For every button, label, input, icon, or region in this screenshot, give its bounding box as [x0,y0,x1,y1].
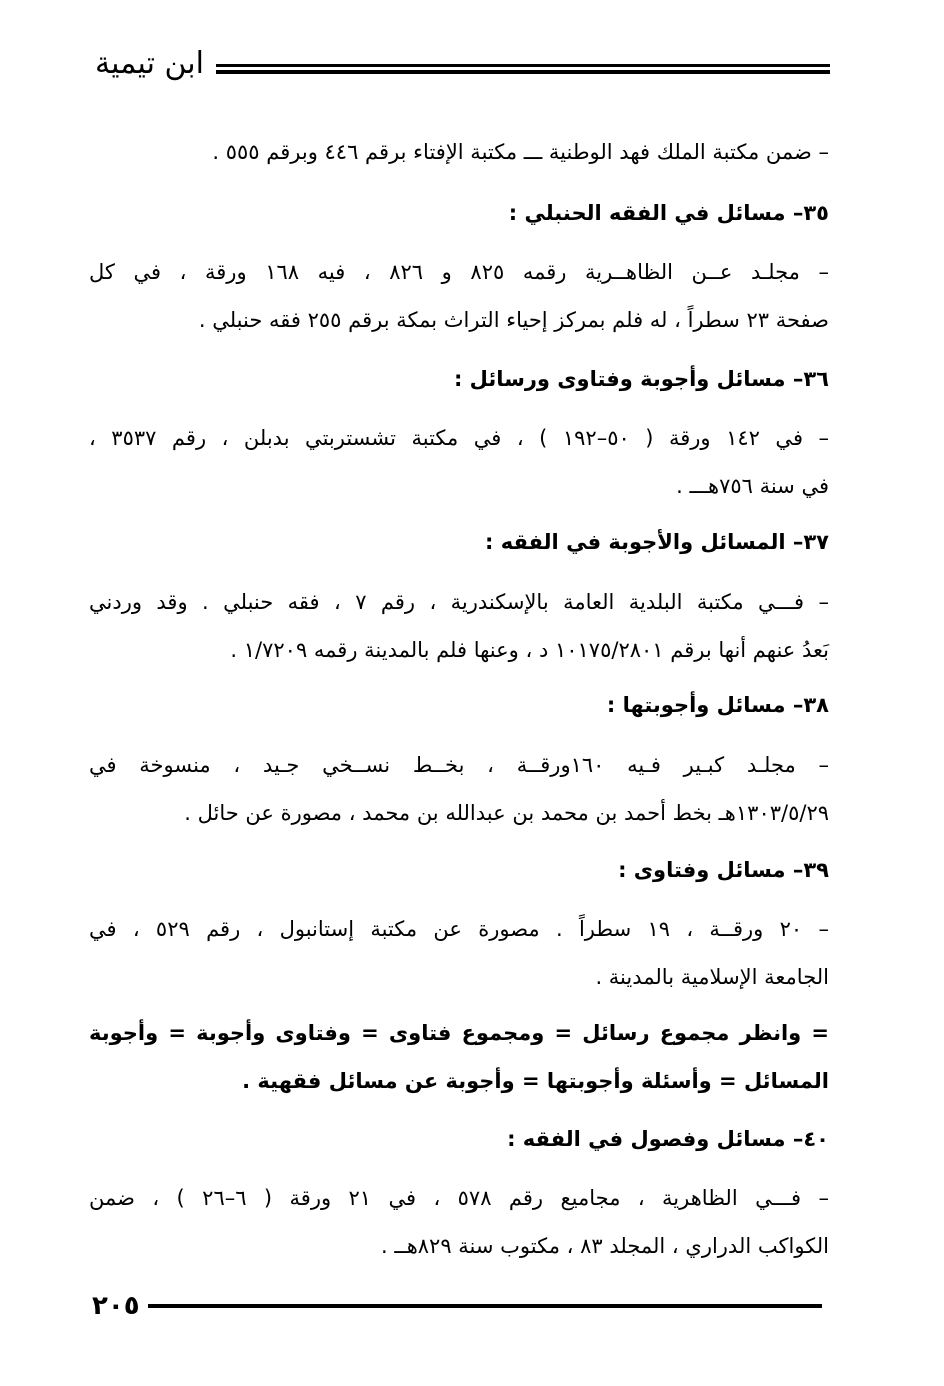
footer-rule [148,1304,822,1308]
entry-36-line-2: في سنة ٧٥٦هـــ . [676,474,829,498]
entry-35-heading: ٣٥– مسائل في الفقه الحنبلي : [508,201,829,225]
header-double-rule [216,64,830,74]
entry-38-line-1: – مجلـد كبـير فـيه ١٦٠ورقــة ، بخــط نســخي جـيد ، منسوخة في [89,753,829,777]
entry-40-line-1: – فـــي الظاهرية ، مجاميع رقم ٥٧٨ ، في ٢١ ورقة ( ٦–٢٦ ) ، ضمن [89,1186,829,1210]
entry-36-line-1: – في ١٤٢ ورقة ( ٥٠–١٩٢ ) ، في مكتبة تشستربتي بدبلن ، رقم ٣٥٣٧ ، [89,426,829,450]
entry-39-line-1: – ٢٠ ورقــة ، ١٩ سطراً . مصورة عن مكتبة إستانبول ، رقم ٥٢٩ ، في [89,917,829,941]
entry-38-heading: ٣٨– مسائل وأجوبتها : [606,693,829,717]
entry-40-heading: ٤٠– مسائل وفصول في الفقه : [507,1127,829,1151]
entry-34-location-line: – ضمن مكتبة الملك فهد الوطنية ـــ مكتبة الإفتاء برقم ٤٤٦ وبرقم ٥٥٥ . [212,140,829,164]
cross-reference-line-2: المسائل = وأسئلة وأجوبتها = وأجوبة عن مسائل فقهية . [242,1069,829,1093]
entry-39-line-2: الجامعة الإسلامية بالمدينة . [595,965,829,989]
running-header-title: ابن تيمية [95,46,204,81]
entry-36-heading: ٣٦– مسائل وأجوبة وفتاوى ورسائل : [453,367,829,391]
entry-37-line-2: بَعدُ عنهم أنها برقم ١٠١٧٥/٢٨٠١ د ، وعنها فلم بالمدينة رقمه ١/٧٢٠٩ . [230,638,829,662]
header-rule-bottom-line [216,70,830,74]
entry-37-heading: ٣٧– المسائل والأجوبة في الفقه : [485,530,829,554]
header-rule-top-line [216,64,830,67]
entry-39-heading: ٣٩– مسائل وفتاوى : [618,858,829,882]
page-number: ٢٠٥ [92,1291,140,1321]
entry-35-line-2: صفحة ٢٣ سطراً ، له فلم بمركز إحياء التراث بمكة برقم ٢٥٥ فقه حنبلي . [198,308,829,332]
cross-reference-line-1: = وانظر مجموع رسائل = ومجموع فتاوى = وفتاوى وأجوبة = وأجوبة [89,1021,829,1045]
entry-37-line-1: – فـــي مكتبة البلدية العامة بالإسكندرية ، رقم ٧ ، فقه حنبلي . وقد وردني [89,590,829,614]
entry-35-line-1: – مجلـد عــن الظاهــرية رقمه ٨٢٥ و ٨٢٦ ، فيه ١٦٨ ورقة ، في كل [89,260,829,284]
entry-40-line-2: الكواكب الدراري ، المجلد ٨٣ ، مكتوب سنة ٨٢٩هــ . [381,1234,829,1258]
entry-38-line-2: ١٣٠٣/٥/٢٩هـ بخط أحمد بن محمد بن عبدالله بن محمد ، مصورة عن حائل . [184,801,829,825]
